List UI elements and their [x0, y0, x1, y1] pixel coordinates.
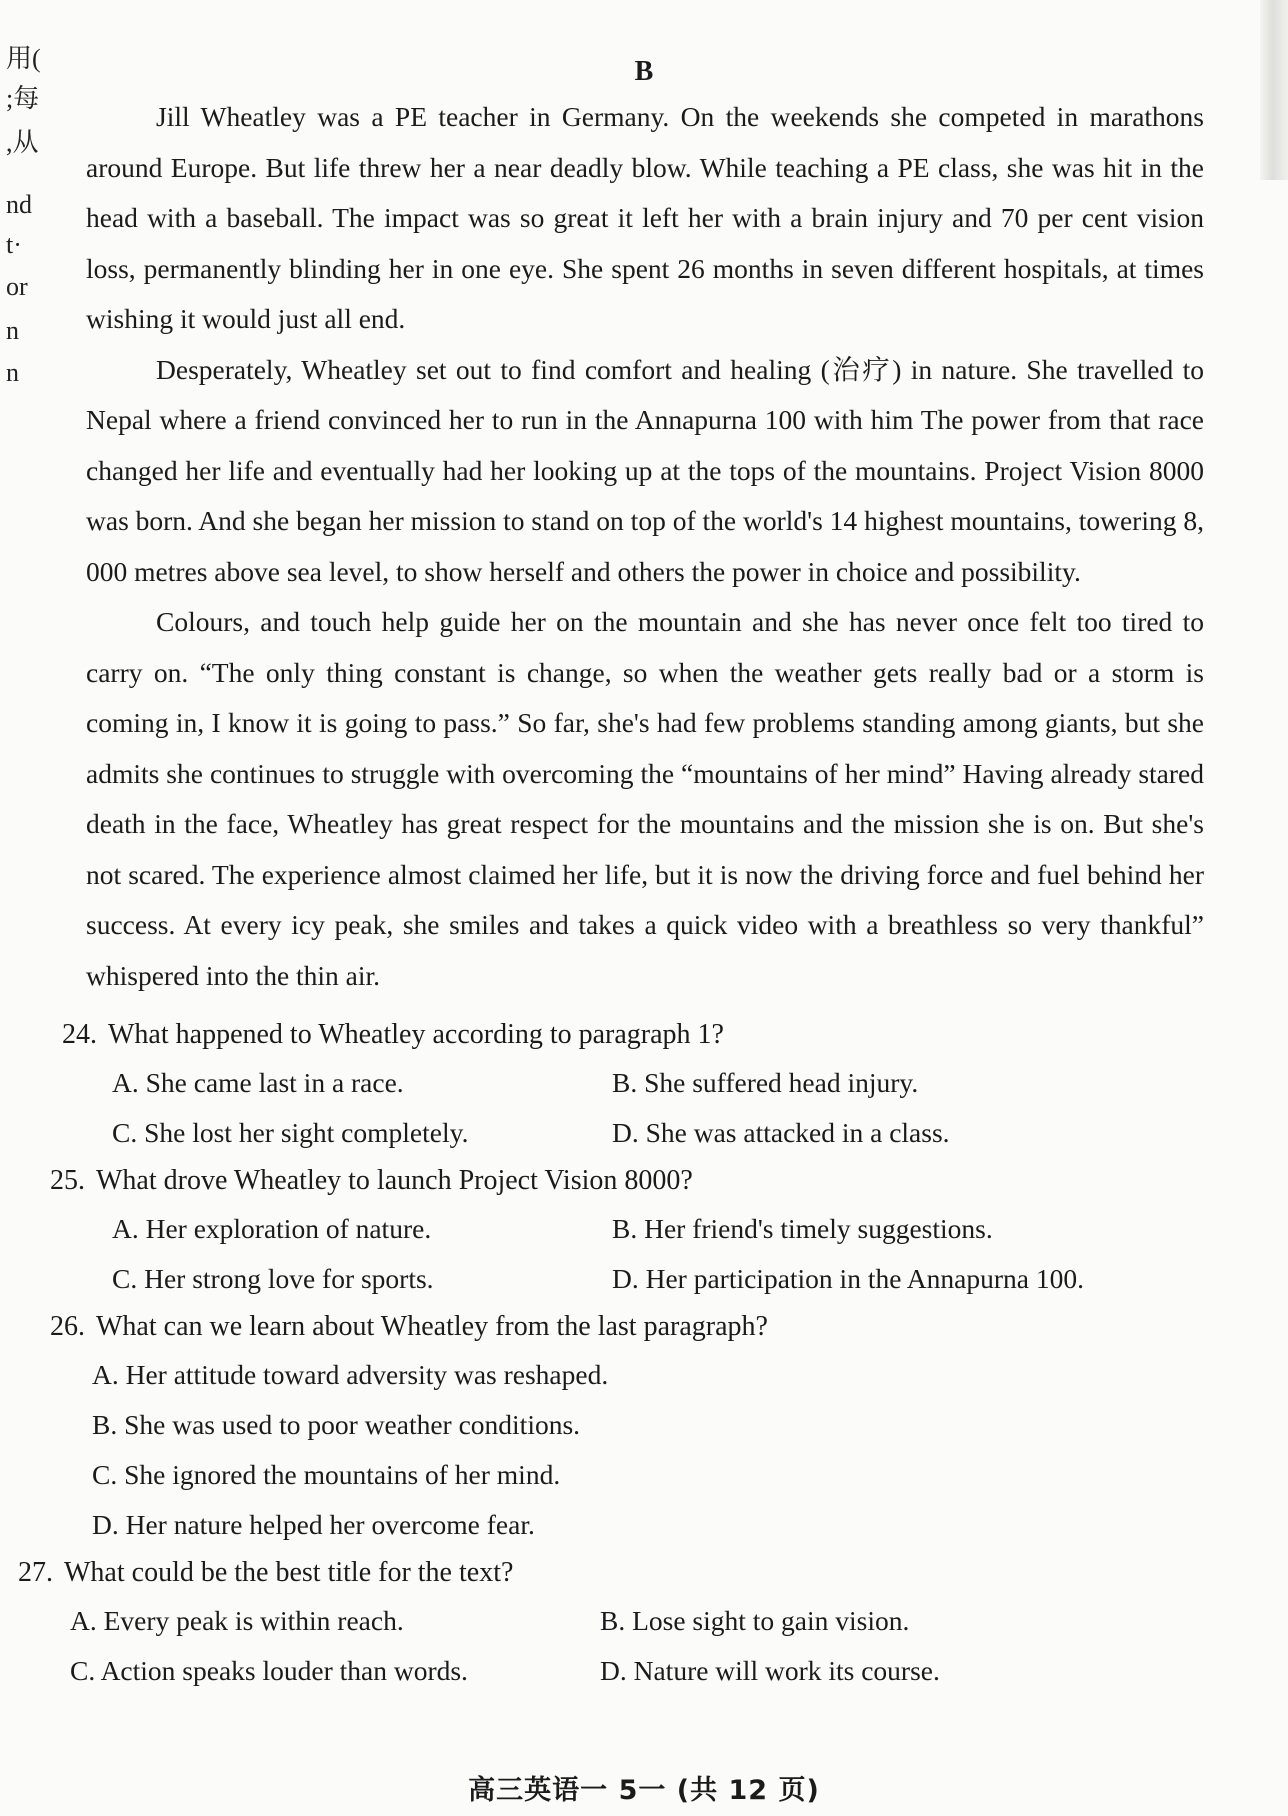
option-group [112, 1058, 1220, 1158]
question-27 [18, 1550, 1220, 1696]
option-group [70, 1596, 1220, 1696]
option-a[interactable]: A. Every peak is within reach. [70, 1605, 404, 1636]
question-text: What could be the best title for the text? [64, 1557, 514, 1588]
option-d[interactable]: D. She was attacked in a class. [612, 1117, 950, 1148]
option-b[interactable]: B. Her friend's timely suggestions. [612, 1213, 993, 1244]
question-25 [40, 1158, 1220, 1304]
page-footer: 高三英语一 5一 (共 12 页) [468, 1775, 820, 1806]
question-list [18, 1012, 1220, 1696]
option-d[interactable]: D. Her nature helped her overcome fear. [92, 1509, 535, 1540]
question-stem [62, 1012, 1220, 1058]
margin-fragment: ,从 [6, 128, 39, 157]
question-number: 26. [50, 1311, 85, 1342]
question-24 [40, 1012, 1220, 1158]
option-d[interactable]: D. Her participation in the Annapurna 100. [612, 1263, 1084, 1294]
option-c[interactable]: C. She ignored the mountains of her mind. [92, 1459, 561, 1490]
option-a[interactable]: A. Her exploration of nature. [112, 1213, 432, 1244]
paragraph-2: Desperately, Wheatley set out to find comfort and healing (治疗) in nature. She travelled to Nepal where a friend convinced her to run in the Annapurna 100 with him The power from that race changed her life and eventually had her looking up at the tops of the mountains. Project Vision 8000 was born. And she began her mission to stand on top of the world's 14 highest mountains, towering 8, 000 metres above sea level, to show herself and others the power in choice and possibility. [86, 353, 1204, 587]
margin-fragment: or [6, 272, 28, 301]
question-number: 24. [62, 1019, 97, 1050]
option-a[interactable]: A. She came last in a race. [112, 1067, 404, 1098]
paragraph-3: Colours, and touch help guide her on the mountain and she has never once felt too tired to carry on. “The only thing constant is change, so when the weather gets really bad or a storm is coming in, I know it is going to pass.” So far, she's had few problems standing among giants, but she admits she continues to struggle with overcoming the “mountains of her mind” Having already stared death in the face, Wheatley has great respect for the mountains and the mission she is on. But she's not scared. The experience almost claimed her life, but it is now the driving force and fuel behind her success. At every icy peak, she smiles and takes a quick video with a breathless so very thankful” whispered into the thin air. [86, 606, 1204, 991]
option-c[interactable]: C. Her strong love for sports. [112, 1263, 434, 1294]
question-text: What happened to Wheatley according to paragraph 1? [108, 1019, 724, 1050]
section-letter: B [634, 56, 654, 87]
question-stem [50, 1304, 1220, 1350]
option-a[interactable]: A. Her attitude toward adversity was reshaped. [92, 1359, 609, 1390]
paragraph-1: Jill Wheatley was a PE teacher in Germany. On the weekends she competed in marathons around Europe. But life threw her a near deadly blow. While teaching a PE class, she was hit in the head with a baseball. The impact was so great it left her with a brain injury and 70 per cent vision loss, permanently blinding her in one eye. She spent 26 months in seven different hospitals, at times wishing it would just all end. [86, 101, 1204, 334]
scan-edge-artifact [1260, 0, 1288, 180]
question-text: What can we learn about Wheatley from the last paragraph? [96, 1311, 768, 1342]
question-number: 27. [18, 1557, 53, 1588]
margin-fragment: nd [6, 190, 32, 219]
option-group [112, 1204, 1220, 1304]
option-b[interactable]: B. She was used to poor weather conditions. [92, 1409, 581, 1440]
option-group [92, 1350, 1220, 1550]
reading-passage [86, 92, 1204, 1001]
option-d[interactable]: D. Nature will work its course. [600, 1655, 940, 1686]
question-stem [50, 1158, 1220, 1204]
margin-fragment: n [6, 316, 19, 345]
margin-fragment: n [6, 358, 19, 387]
option-b[interactable]: B. She suffered head injury. [612, 1067, 919, 1098]
margin-fragment: ;每 [6, 84, 40, 113]
margin-fragment: 用( [6, 44, 41, 73]
option-c[interactable]: C. Action speaks louder than words. [70, 1655, 468, 1686]
option-b[interactable]: B. Lose sight to gain vision. [600, 1605, 910, 1636]
margin-fragment: t· [6, 230, 22, 259]
option-c[interactable]: C. She lost her sight completely. [112, 1117, 469, 1148]
question-stem [18, 1550, 1220, 1596]
question-number: 25. [50, 1165, 85, 1196]
question-26 [40, 1304, 1220, 1550]
question-text: What drove Wheatley to launch Project Vision 8000? [96, 1165, 693, 1196]
